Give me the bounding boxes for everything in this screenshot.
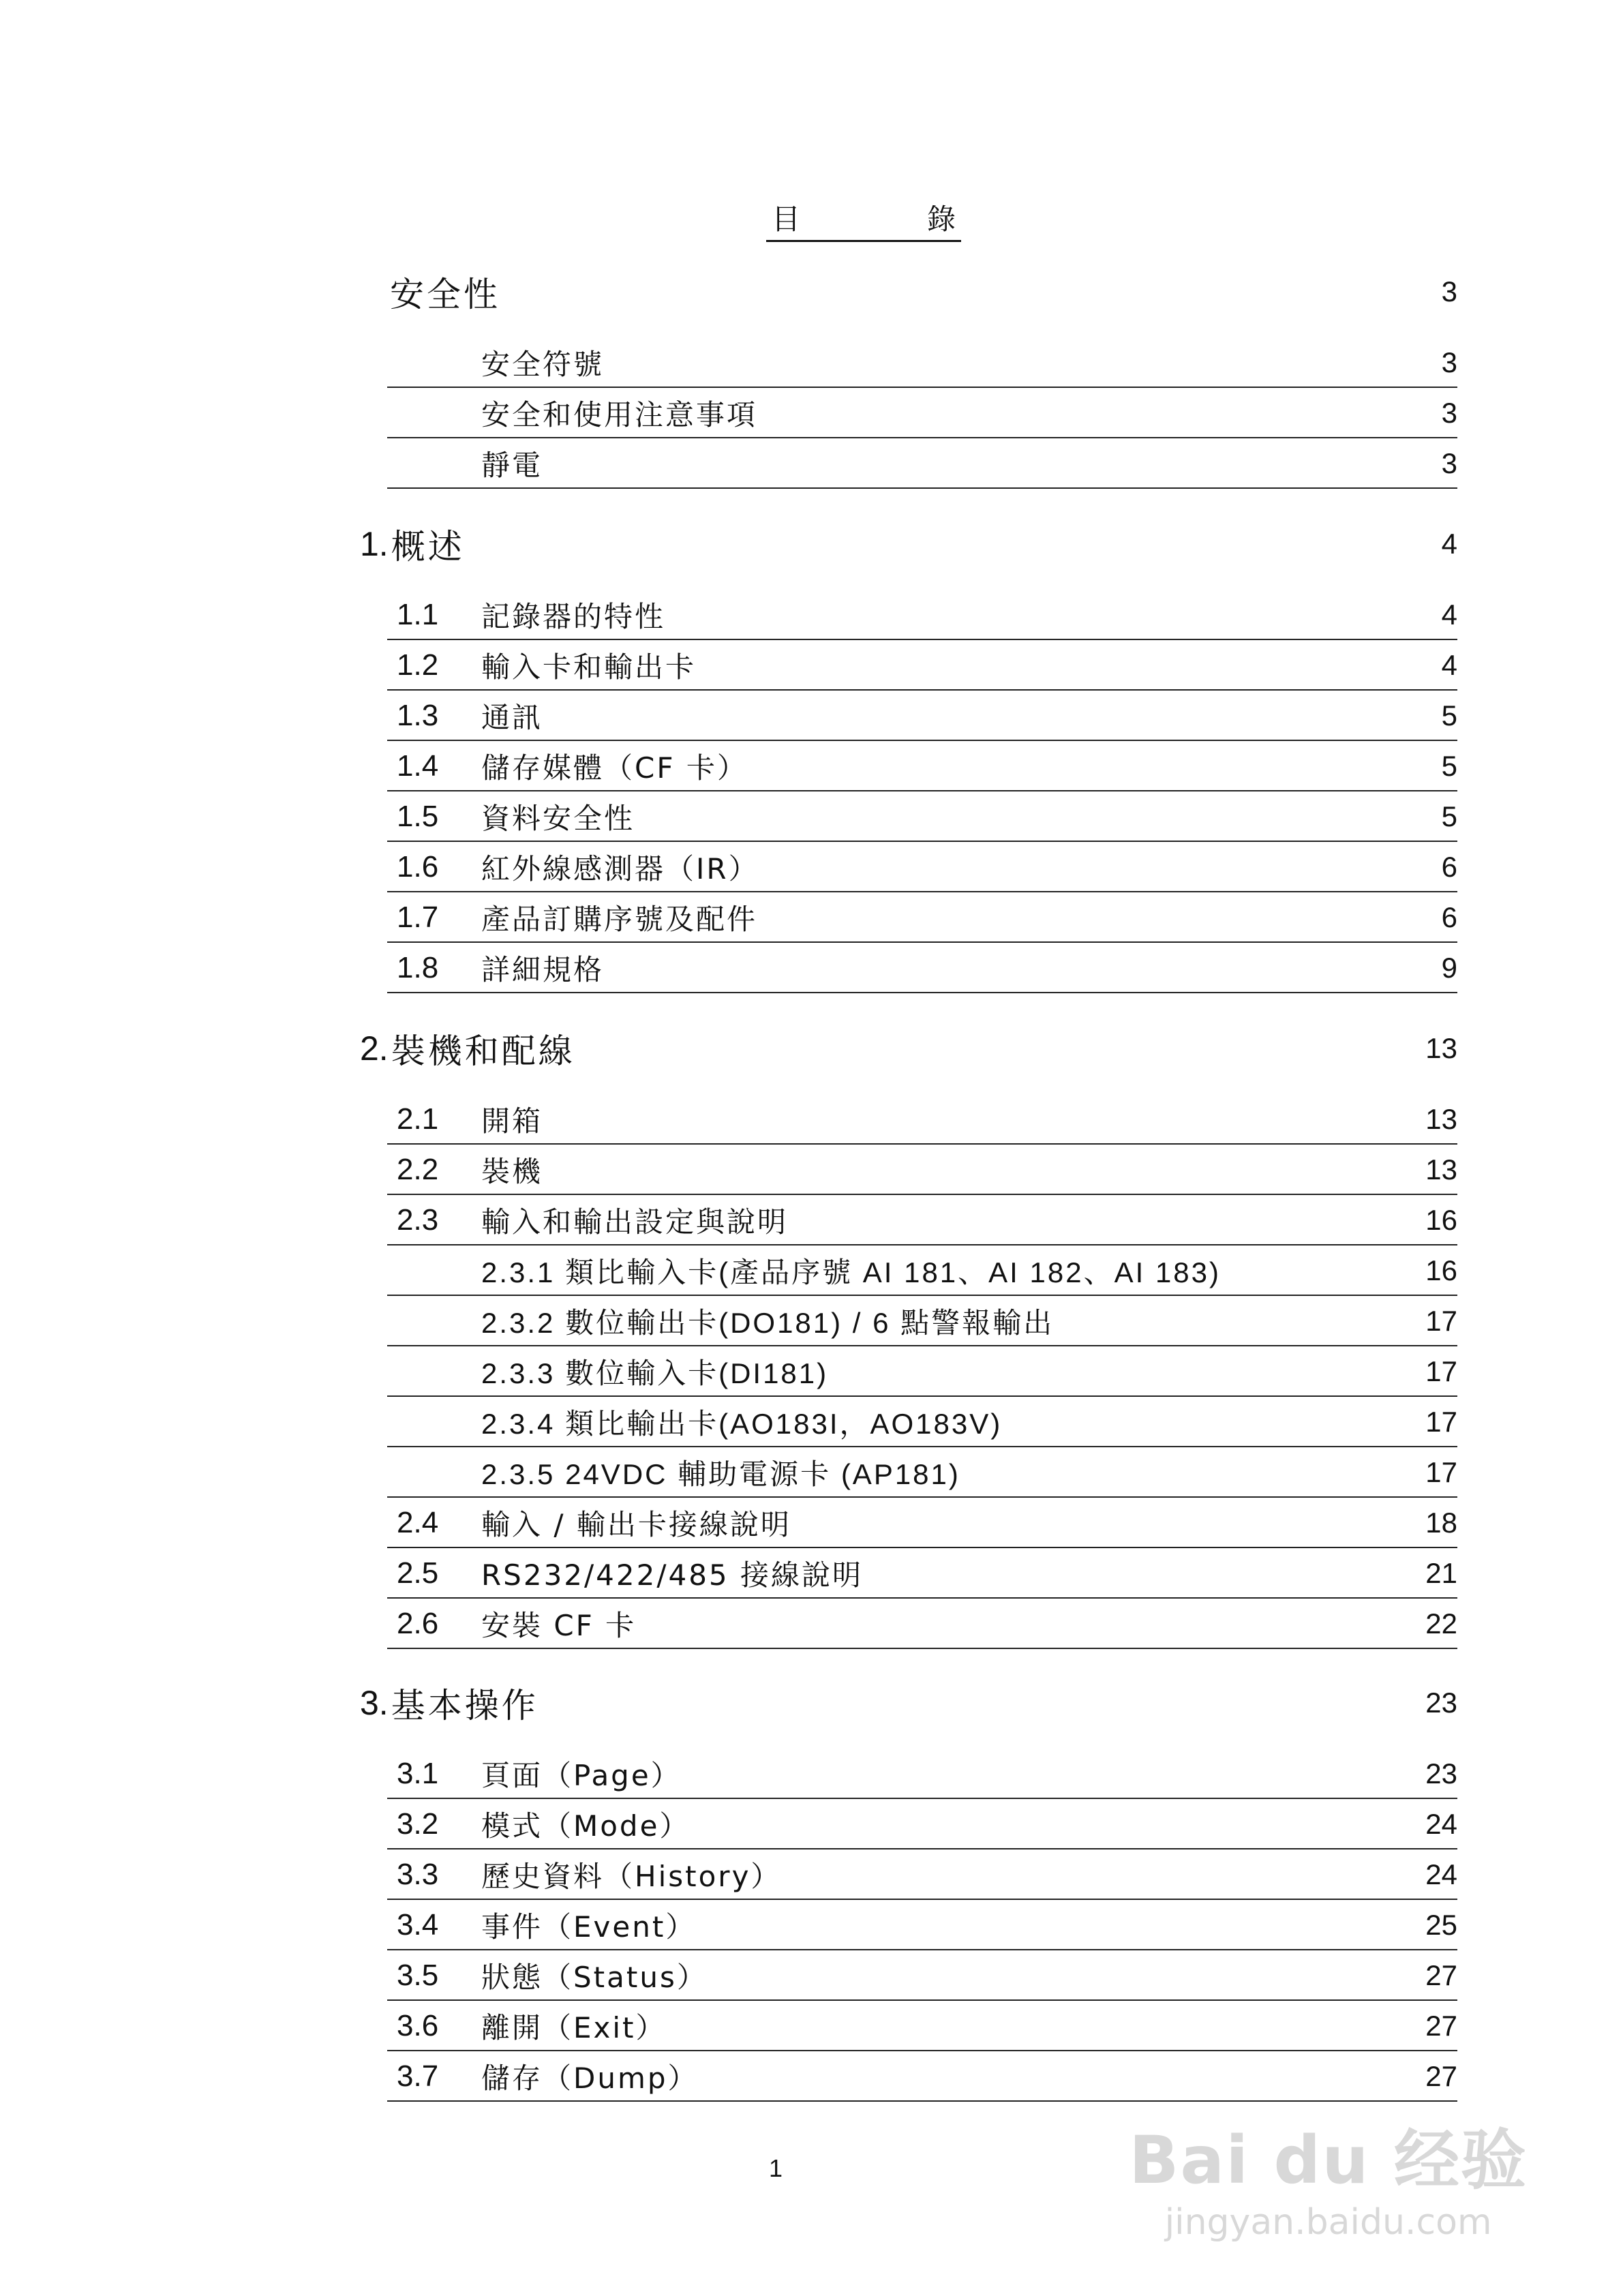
entry-label: 開箱: [481, 1104, 543, 1138]
toc-entry[interactable]: [387, 1094, 1457, 1145]
entry-label: RS232/422/485 接線說明: [481, 1558, 863, 1592]
toc-section-2[interactable]: [360, 1024, 1457, 1073]
entry-page: 25: [1425, 1909, 1457, 1941]
toc-subentry[interactable]: [387, 1245, 1457, 1296]
toc-entry[interactable]: [387, 1849, 1457, 1900]
entry-label: 安裝 CF 卡: [481, 1609, 637, 1642]
entry-label: 儲存（Dump）: [481, 2061, 699, 2095]
toc-entry[interactable]: [387, 640, 1457, 691]
entry-label: 離開（Exit）: [481, 2011, 667, 2044]
entry-label: 裝機: [481, 1155, 543, 1188]
entry-page: 17: [1425, 1456, 1457, 1488]
section-title: 裝機和配線: [391, 1031, 575, 1071]
toc-title-right: 錄: [926, 202, 956, 236]
toc-entry[interactable]: [387, 1599, 1457, 1649]
entry-number: 1.2: [397, 648, 439, 682]
entry-number: 3.3: [397, 1858, 439, 1891]
watermark-logo: Bai du 经验: [1129, 2122, 1528, 2199]
entry-page: 18: [1425, 1507, 1457, 1539]
toc-entry[interactable]: [387, 2051, 1457, 2102]
toc-entry[interactable]: [387, 943, 1457, 993]
entry-label: 輸入卡和輸出卡: [481, 650, 697, 684]
entry-label: 事件（Event）: [481, 1910, 697, 1944]
section-number: 3.: [360, 1684, 389, 1722]
entry-number: 1.6: [397, 850, 439, 883]
entry-page: 6: [1441, 901, 1457, 933]
entry-number: 2.2: [397, 1153, 439, 1186]
entry-page: 4: [1441, 599, 1457, 631]
page-number: 1: [769, 2154, 783, 2182]
subentry-label: 2.3.4 類比輸出卡(AO183I，AO183V): [481, 1408, 1003, 1440]
entry-page: 3: [1441, 447, 1457, 479]
entry-number: 1.8: [397, 951, 439, 984]
entry-page: 22: [1425, 1607, 1457, 1640]
entry-page: 3: [1441, 397, 1457, 429]
entry-number: 1.4: [397, 749, 439, 783]
toc-entry[interactable]: [387, 388, 1457, 438]
entry-number: 3.2: [397, 1807, 439, 1841]
toc-entry[interactable]: [387, 741, 1457, 791]
entry-label: 安全和使用注意事項: [481, 398, 758, 432]
toc-section-1[interactable]: [360, 519, 1457, 569]
entry-number: 1.7: [397, 901, 439, 934]
entry-page: 13: [1425, 1153, 1457, 1185]
entry-label: 儲存媒體（CF 卡）: [481, 751, 748, 785]
entry-number: 2.6: [397, 1607, 439, 1640]
entry-page: 21: [1425, 1557, 1457, 1589]
section-page: 23: [1425, 1687, 1457, 1719]
entry-number: 2.3: [397, 1203, 439, 1237]
entry-page: 27: [1425, 2010, 1457, 2042]
entry-page: 17: [1425, 1355, 1457, 1387]
entry-page: 17: [1425, 1305, 1457, 1337]
toc-entry[interactable]: [387, 691, 1457, 741]
entry-label: 安全符號: [481, 348, 605, 381]
entry-number: 1.5: [397, 800, 439, 833]
toc-entry[interactable]: [387, 2001, 1457, 2051]
entry-label: 輸入 / 輸出卡接線說明: [481, 1508, 791, 1541]
entry-page: 6: [1441, 851, 1457, 883]
entry-number: 3.1: [397, 1757, 439, 1790]
entry-label: 輸入和輸出設定與說明: [481, 1205, 789, 1239]
toc-entry[interactable]: [387, 337, 1457, 388]
toc-entry[interactable]: [387, 590, 1457, 640]
toc-section-safety[interactable]: [360, 267, 1457, 316]
entry-page: 13: [1425, 1103, 1457, 1135]
entry-page: 17: [1425, 1406, 1457, 1438]
section-page: 3: [1441, 275, 1457, 307]
watermark: [1129, 2109, 1528, 2243]
toc-section-3[interactable]: [360, 1678, 1457, 1727]
toc-entry[interactable]: [387, 1498, 1457, 1548]
toc-entry[interactable]: [387, 892, 1457, 943]
toc-entry[interactable]: [387, 1950, 1457, 2001]
entry-label: 模式（Mode）: [481, 1809, 691, 1843]
entry-number: 2.4: [397, 1506, 439, 1539]
section-page: 4: [1441, 528, 1457, 560]
toc-entry[interactable]: [387, 791, 1457, 842]
entry-label: 記錄器的特性: [481, 600, 666, 633]
subentry-label: 2.3.3 數位輸入卡(DI181): [481, 1357, 829, 1389]
subentry-label: 2.3.5 24VDC 輔助電源卡 (AP181): [481, 1458, 960, 1490]
toc-subentry[interactable]: [387, 1346, 1457, 1397]
entry-number: 3.4: [397, 1908, 439, 1942]
entry-label: 頁面（Page）: [481, 1759, 682, 1792]
toc-subentry[interactable]: [387, 1397, 1457, 1447]
entry-page: 16: [1425, 1254, 1457, 1286]
entry-number: 1.1: [397, 598, 439, 631]
entry-page: 24: [1425, 1858, 1457, 1890]
watermark-url: jingyan.baidu.com: [1164, 2202, 1492, 2243]
entry-page: 27: [1425, 1959, 1457, 1991]
toc-title: [766, 199, 961, 242]
entry-label: 歷史資料（History）: [481, 1860, 782, 1893]
toc-entry[interactable]: [387, 438, 1457, 489]
section-title: 概述: [391, 527, 465, 567]
entry-label: 紅外線感測器（IR）: [481, 852, 759, 886]
section-title: 基本操作: [391, 1686, 539, 1725]
entry-page: 4: [1441, 649, 1457, 681]
toc-entry[interactable]: [387, 842, 1457, 892]
entry-page: 23: [1425, 1757, 1457, 1789]
subentry-label: 2.3.2 數位輸出卡(DO181) / 6 點警報輸出: [481, 1307, 1055, 1339]
entry-page: 5: [1441, 750, 1457, 782]
entry-number: 2.1: [397, 1102, 439, 1136]
entry-label: 產品訂購序號及配件: [481, 903, 758, 936]
toc-entry[interactable]: [387, 1900, 1457, 1950]
entry-number: 3.6: [397, 2009, 439, 2042]
section-number: 1.: [360, 525, 389, 563]
entry-page: 5: [1441, 699, 1457, 731]
toc-title-left: 目: [772, 202, 801, 236]
toc-entry[interactable]: [387, 1145, 1457, 1195]
entry-page: 9: [1441, 952, 1457, 984]
subentry-label: 2.3.1 類比輸入卡(產品序號 AI 181、AI 182、AI 183): [481, 1256, 1222, 1288]
entry-page: 24: [1425, 1808, 1457, 1840]
entry-label: 通訊: [481, 701, 543, 734]
toc-subentry[interactable]: [387, 1296, 1457, 1346]
entry-page: 3: [1441, 346, 1457, 378]
toc-entry[interactable]: [387, 1195, 1457, 1245]
entry-number: 3.7: [397, 2059, 439, 2093]
toc-entry[interactable]: [387, 1749, 1457, 1799]
entry-page: 5: [1441, 800, 1457, 832]
section-page: 13: [1425, 1032, 1457, 1064]
toc-entry[interactable]: [387, 1548, 1457, 1599]
toc-entry[interactable]: [387, 1799, 1457, 1849]
entry-label: 資料安全性: [481, 802, 635, 835]
entry-number: 2.5: [397, 1556, 439, 1590]
entry-page: 16: [1425, 1204, 1457, 1236]
entry-page: 27: [1425, 2060, 1457, 2092]
entry-label: 狀態（Status）: [481, 1961, 708, 1994]
section-number: 2.: [360, 1029, 389, 1068]
section-title: 安全性: [390, 275, 500, 314]
entry-number: 3.5: [397, 1959, 439, 1992]
entry-label: 靜電: [481, 449, 543, 482]
toc-subentry[interactable]: [387, 1447, 1457, 1498]
entry-label: 詳細規格: [481, 953, 605, 986]
entry-number: 1.3: [397, 699, 439, 732]
